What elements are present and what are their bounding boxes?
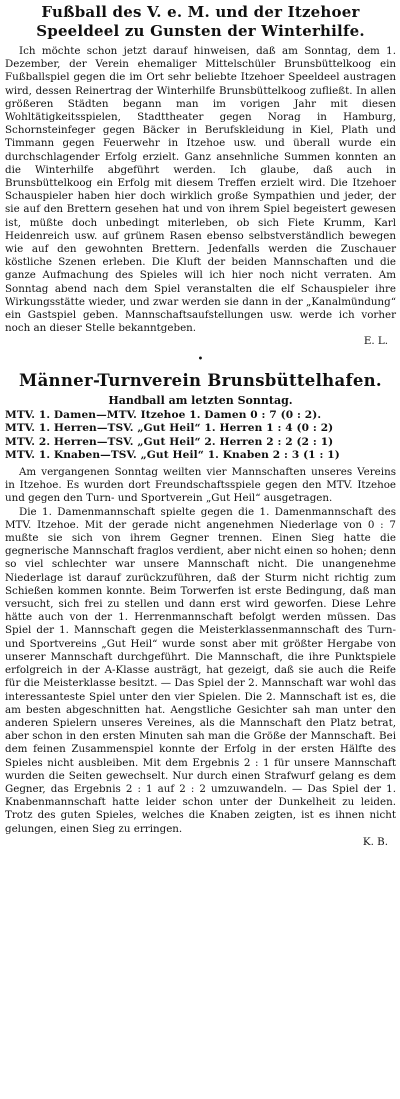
article1-body (5, 45, 396, 349)
article1-signature: E. L. (363, 335, 388, 348)
article2-title: Männer-Turnverein Brunsbüttelhafen. (19, 370, 382, 390)
match-result: MTV. 1. Knaben—TSV. „Gut Heil“ 1. Knaben 2 : 3 (1 : 1) (5, 449, 340, 462)
match-result: MTV. 1. Damen—MTV. Itzehoe 1. Damen 0 : 7 (0 : 2). (5, 408, 322, 421)
article1-title-line2: Speeldeel zu Gunsten der Winterhilfe. (36, 22, 365, 40)
article-separator: • (197, 353, 204, 365)
match-result: MTV. 2. Herren—TSV. „Gut Heil“ 2. Herren 2 : 2 (2 : 1) (5, 435, 334, 448)
article2-subtitle: Handball am letzten Sonntag. (108, 393, 293, 407)
article2-paragraph-2: Die 1. Damenmannschaft spielte gegen die 1. Damenmannschaft des MTV. Itzehoe. Mit der gerade nicht angenehmen Niederlage von 0 : 7 mußte sie sich von ihrem Gegner trennen. Einen Sieg hatte die gegnerische Mannschaft fraglos verdient, aber nicht einen so hohen; denn so viel schlechter war unsere Mannschaft nicht. Die unangenehme Niederlage ist darauf zurückzuführen, daß der Sturm nicht richtig zum Schießen kommen konnte. Beim Torwerfen ist erste Bedingung, daß man versucht, sich frei zu stellen und dann erst wird geworfen. Diese Lehre hätte auch von der 1. Herrenmannschaft befolgt werden müssen. Das Spiel der 1. Mannschaft gegen die Meisterklassenmannschaft des Turn- und Sportvereins „Gut Heil“ wurde sonst aber mit größter Hergabe von unserer Mannschaft durchgeführt. Die Mannschaft, die ihre Punktspiele erfolgreich in der A-Klasse austrägt, hat gezeigt, daß sie auch die Reife für die Meisterklasse besitzt. — Das Spiel der 2. Mannschaft war wohl das interessanteste Spiel unter den vier Spielen. Die 2. Mannschaft ist es, die am besten abgeschnitten hat. Aengstliche Gesichter sah man unter den anderen Spielern unseres Vereines, als die Mannschaft den Platz betrat, aber schon in den ersten Minuten sah man die Größe der Mannschaft. Bei dem feinen Zusammenspiel konnte der Erfolg in der ersten Hälfte des Spieles nicht ausbleiben. Mit dem Ergebnis 2 : 1 für unsere Mannschaft wurden die Seiten gewechselt. Nur durch einen Strafwurf gelang es dem Gegner, das Ergebnis 2 : 1 auf 2 : 2 umzuwandeln. — Das Spiel der 1. Knabenmannschaft hatte leider schon unter der Dunkelheit zu leiden. Trotz des guten Spieles, welches die Knaben zeigten, ist es ihnen nicht gelungen, einen Sieg zu erringen. (5, 505, 396, 835)
article2-body (5, 466, 396, 849)
match-result: MTV. 1. Herren—TSV. „Gut Heil“ 1. Herren 1 : 4 (0 : 2) (5, 422, 334, 435)
article2-paragraph-1: Am vergangenen Sonntag weilten vier Mannschaften unseres Vereins in Itzehoe. Es wurden dort Freundschaftsspiele gegen den MTV. Itzehoe und gegen den Turn- und Sportverein „Gut Heil“ ausgetragen. (5, 466, 396, 505)
article2-signature: K. B. (362, 835, 388, 848)
match-results (5, 409, 396, 463)
article1-title-line1: Fußball des V. e. M. und der Itzehoer (41, 3, 360, 21)
article1-paragraph: Ich möchte schon jetzt darauf hinweisen, daß am Sonntag, dem 1. Dezember, der Verein ehemaliger Mittelschüler Brunsbüttelkoog ein Fußballspiel gegen die im Ort sehr beliebte Itzehoer Speeldeel austragen wird, dessen Reinertrag der Winterhilfe Brunsbüttelkoog zufließt. In allen größeren Städten begann man im vorigen Jahr mit diesen Wohltätigkeitsspielen, Stadttheater gegen Norag in Hamburg, Schornsteinfeger gegen Bäcker in Berufskleidung in Kiel, Plath und Timmann gegen Feuerwehr in Itzehoe usw. und überall wurde ein durchschlagender Erfolg erzielt. Ganz ansehnliche Summen konnten an die Winterhilfe abgeführt werden. Ich glaube, daß auch in Brunsbüttelkoog ein Erfolg mit diesem Treffen erzielt wird. Die Itzehoer Schauspieler haben hier doch wirklich große Sympathien und jeder, der sie auf den Brettern gesehen hat und von ihrem Spiel begeistert gewesen ist, müßte doch unbedingt miterleben, ob sich Fiete Krumm, Karl Heidenreich usw. auf grünem Rasen ebenso selbstverständlich bewegen wie auf den gewohnten Brettern. Jedenfalls werden die Zuschauer köstliche Szenen erleben. Die Kluft der beiden Mannschaften und die ganze Aufmachung des Spieles will ich hier noch nicht verraten. Am Sonntag abend nach dem Spiel veranstalten die elf Schauspieler ihre Wirkungsstätte wieder, und zwar werden sie dann in der „Kanalmündung“ ein Gastspiel geben. Mannschaftsaufstellungen usw. werde ich vorher noch an dieser Stelle bekanntgeben. (5, 45, 396, 335)
article1-headline (5, 3, 396, 41)
